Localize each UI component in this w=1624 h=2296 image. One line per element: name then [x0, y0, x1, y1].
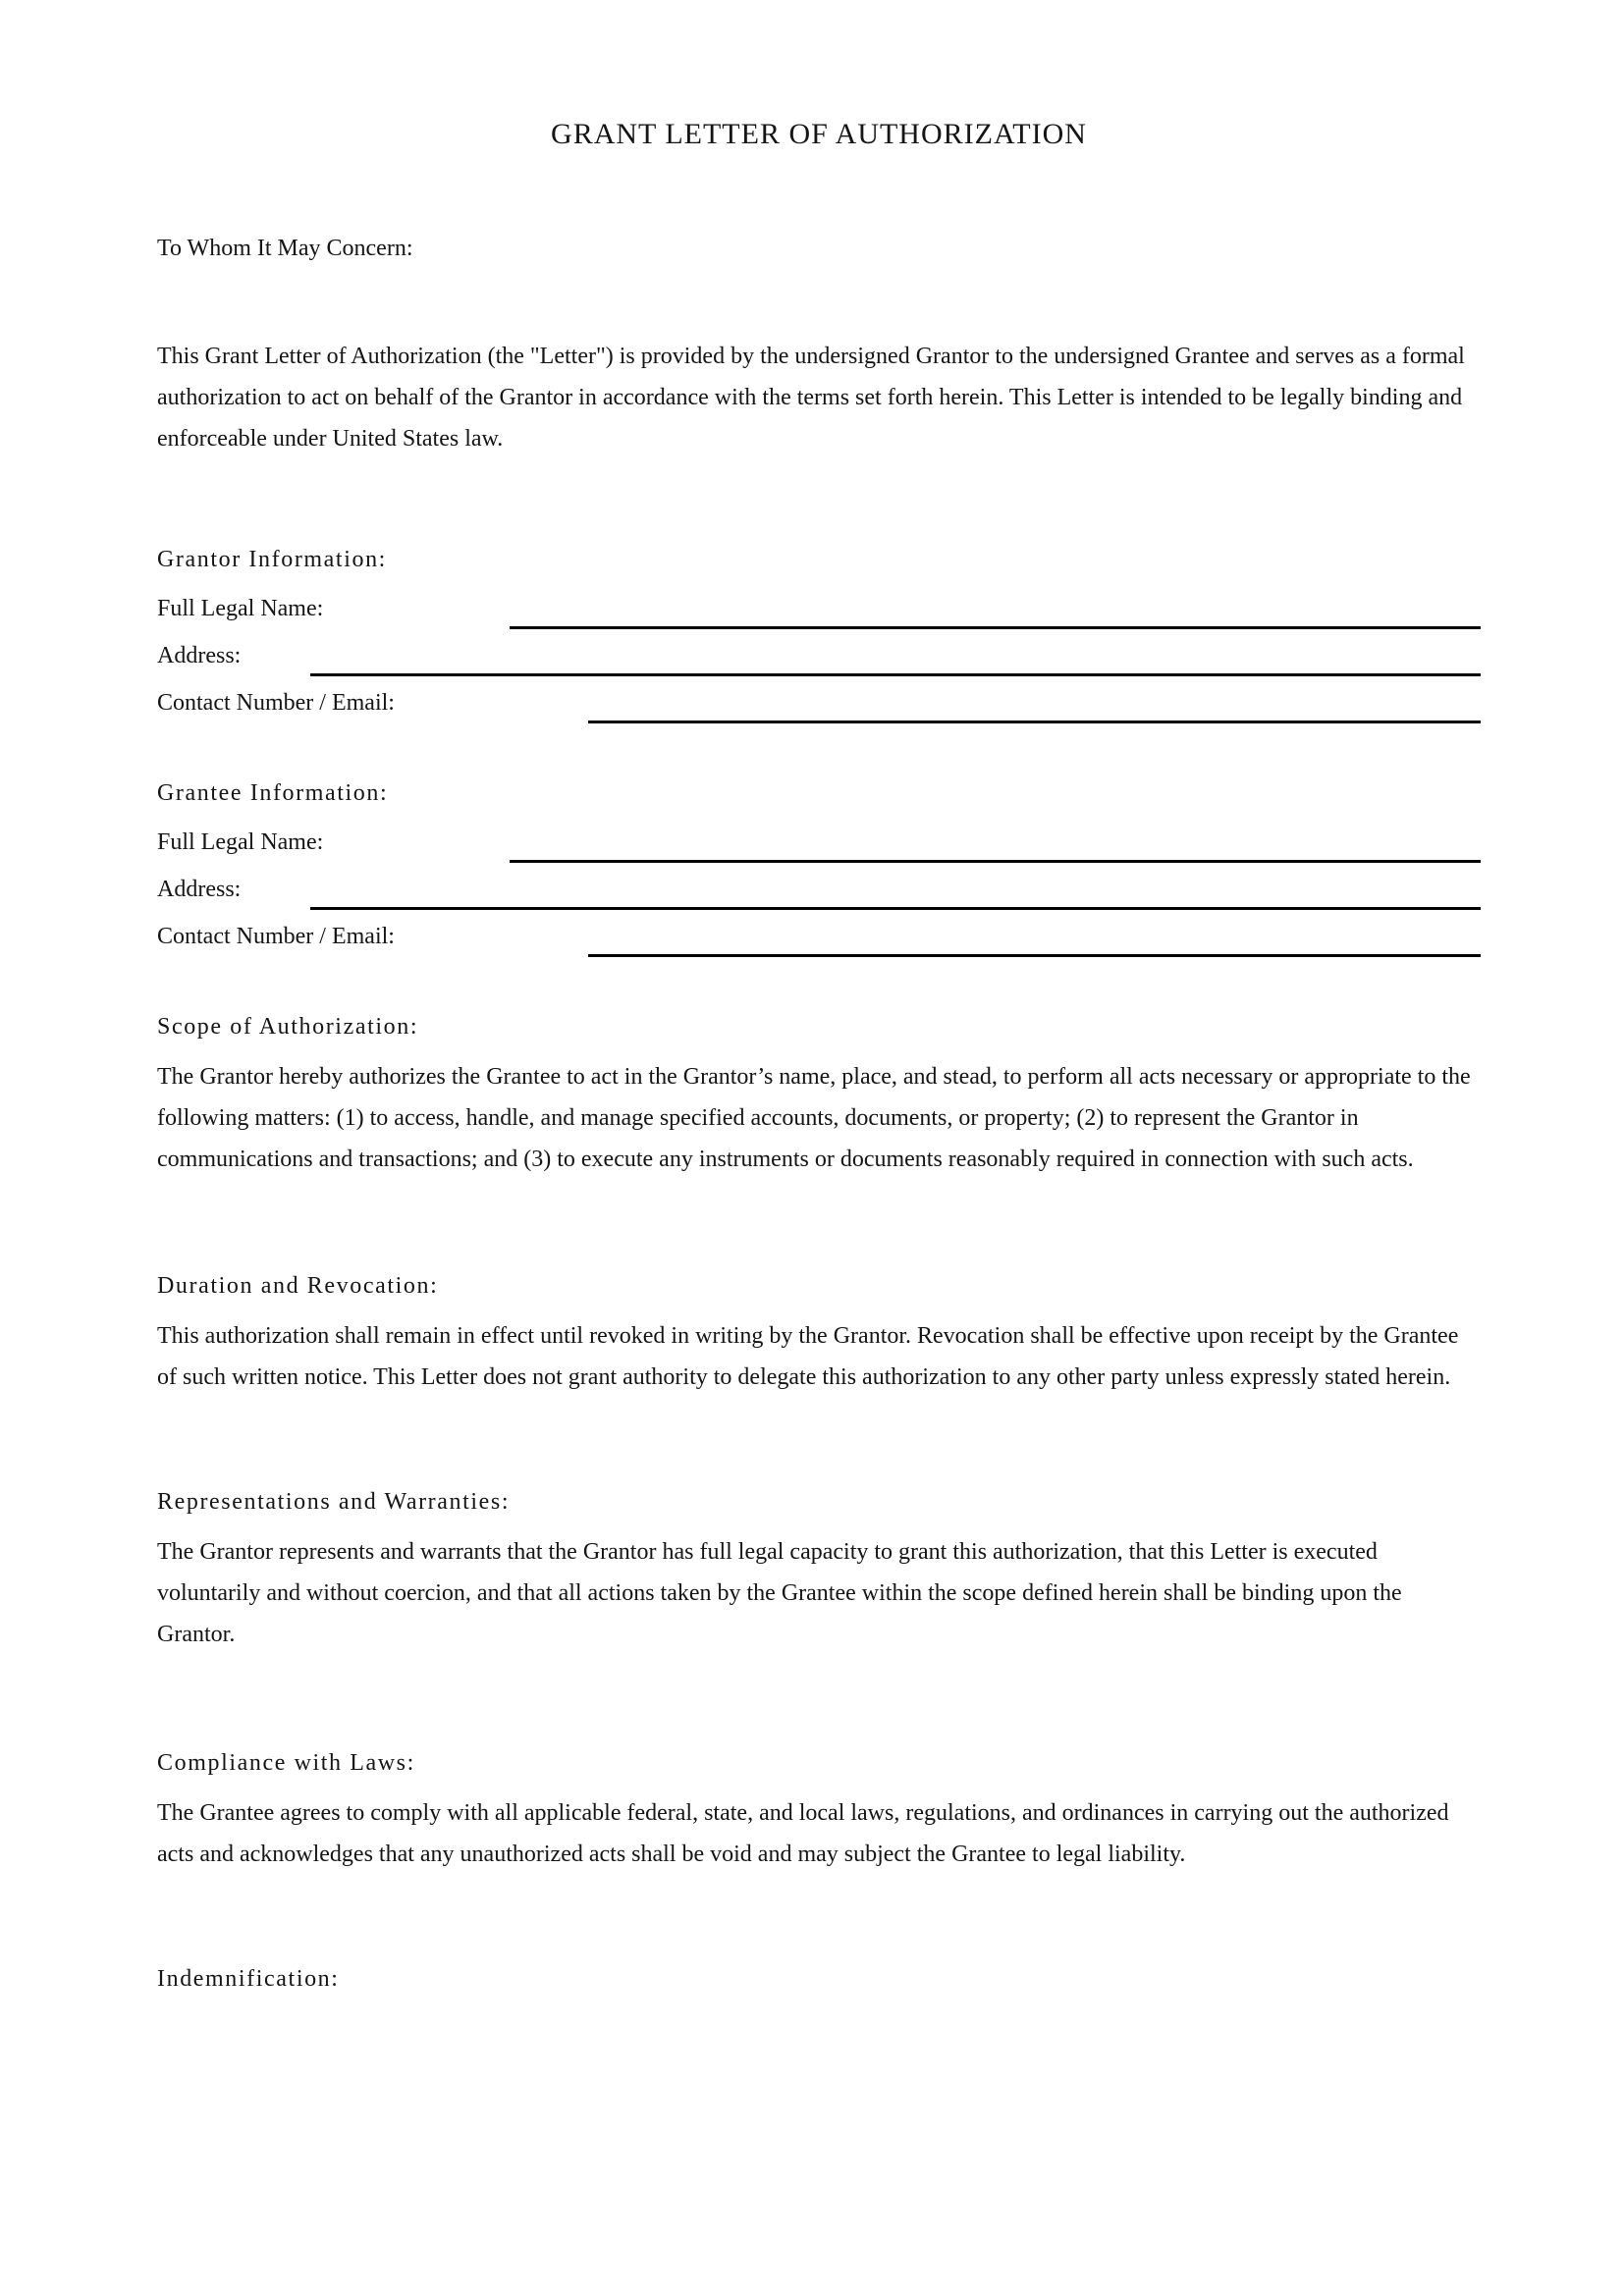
grantor-contact-row: [157, 681, 1481, 728]
grantor-address-row: [157, 634, 1481, 681]
compliance-with-laws-body: The Grantee agrees to comply with all applicable federal, state, and local laws, regulations, and ordinances in carrying out the authorized acts and acknowledges that any unauthorized acts shall be void and may subject the Grantee to legal liability.: [157, 1800, 1449, 1867]
grantee-contact-row: [157, 915, 1481, 962]
scope-of-authorization-body: The Grantor hereby authorizes the Grantee to act in the Grantor’s name, place, and stead, to perform all acts necessary or appropriate to the following matters: (1) to access, handle, and manage specified accounts, documents, or property; (2) to represent the Grantor in communications and transactions; and (3) to execute any instruments or documents reasonably required in connection with such acts.: [157, 1064, 1471, 1172]
salutation: To Whom It May Concern:: [157, 236, 413, 261]
grantor-full-legal-name-input-line[interactable]: [510, 626, 1481, 629]
compliance-with-laws-heading: Compliance with Laws:: [157, 1750, 415, 1776]
duration-and-revocation-body: This authorization shall remain in effect until revoked in writing by the Grantor. Revocation shall be effective upon receipt by the Grantee of such written notice. This Letter does not grant authority to delegate this authorization to any other party unless expressly stated herein.: [157, 1323, 1459, 1390]
grantor-info-heading: Grantor Information:: [157, 547, 387, 572]
grantee-full-legal-name-label: Full Legal Name:: [157, 829, 324, 855]
grantee-address-row: [157, 868, 1481, 915]
grantee-contact-input-line[interactable]: [588, 954, 1481, 957]
scope-of-authorization-heading: Scope of Authorization:: [157, 1014, 419, 1040]
intro-paragraph: This Grant Letter of Authorization (the "Letter") is provided by the undersigned Grantor to the undersigned Grantee and serves as a formal authorization to act on behalf of the Grantor in accordance with the terms set forth herein. This Letter is intended to be legally binding and enforceable under United States law.: [157, 344, 1465, 452]
indemnification-section: [157, 1963, 1481, 1995]
grantee-full-legal-name-row: [157, 821, 1481, 868]
indemnification-heading: Indemnification:: [157, 1966, 340, 1992]
duration-and-revocation-section: [157, 1270, 1481, 1398]
grantee-info-heading: Grantee Information:: [157, 780, 389, 806]
grantor-address-label: Address:: [157, 643, 242, 668]
grantee-full-legal-name-input-line[interactable]: [510, 860, 1481, 863]
grantor-address-input-line[interactable]: [310, 673, 1481, 676]
representations-and-warranties-section: [157, 1486, 1481, 1655]
grantor-full-legal-name-label: Full Legal Name:: [157, 596, 324, 621]
grantor-contact-label: Contact Number / Email:: [157, 690, 395, 716]
scope-of-authorization-section: [157, 1011, 1481, 1180]
grantee-info-section: [157, 777, 1481, 962]
representations-and-warranties-body: The Grantor represents and warrants that the Grantor has full legal capacity to grant this authorization, that this Letter is executed voluntarily and without coercion, and that all actions taken by the Grantee within the scope defined herein shall be binding upon the Grantor.: [157, 1539, 1402, 1647]
duration-and-revocation-heading: Duration and Revocation:: [157, 1273, 439, 1299]
compliance-with-laws-section: [157, 1747, 1481, 1875]
grantor-full-legal-name-row: [157, 587, 1481, 634]
grantee-contact-label: Contact Number / Email:: [157, 924, 395, 949]
grantor-info-section: [157, 544, 1481, 728]
grantee-address-label: Address:: [157, 877, 242, 902]
grantor-contact-input-line[interactable]: [588, 721, 1481, 723]
grantee-address-input-line[interactable]: [310, 907, 1481, 910]
document-title: GRANT LETTER OF AUTHORIZATION: [551, 118, 1087, 150]
representations-and-warranties-heading: Representations and Warranties:: [157, 1489, 511, 1515]
